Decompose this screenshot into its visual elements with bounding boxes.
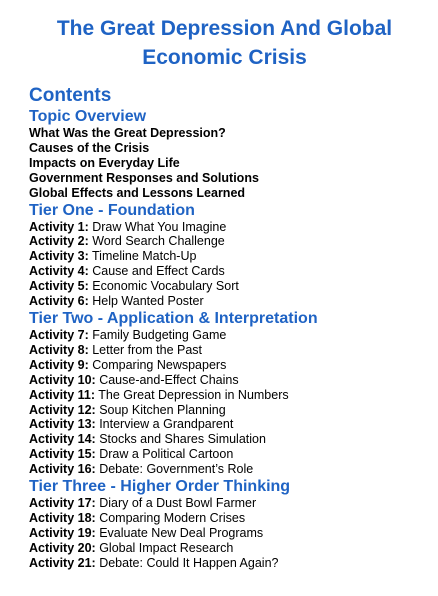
- activity-label: Activity 9:: [29, 357, 89, 372]
- overview-item: Causes of the Crisis: [29, 140, 150, 155]
- activity-title: Comparing Modern Crises: [99, 510, 246, 525]
- document-title-line-1: The Great Depression And Global: [56, 17, 393, 40]
- activity-title: Family Budgeting Game: [92, 327, 227, 342]
- activity-title: Comparing Newspapers: [92, 357, 227, 372]
- activity-title: Debate: Could It Happen Again?: [99, 555, 279, 570]
- activity-item: [29, 220, 418, 235]
- activity-label: Activity 6:: [29, 294, 89, 309]
- contents-heading: Contents: [29, 85, 112, 106]
- tier-one-section: [29, 201, 418, 309]
- activity-title: Stocks and Shares Simulation: [99, 432, 266, 447]
- activity-item: [29, 526, 418, 541]
- activity-item: [29, 328, 418, 343]
- document-title: [29, 14, 418, 72]
- activity-label: Activity 11:: [29, 387, 96, 402]
- activity-label: Activity 16:: [29, 462, 96, 477]
- activity-label: Activity 7:: [29, 327, 89, 342]
- activity-title: Debate: Government’s Role: [99, 462, 254, 477]
- activity-label: Activity 20:: [29, 540, 96, 555]
- activity-item: [29, 294, 418, 309]
- tier-one-heading: Tier One - Foundation: [29, 201, 195, 219]
- activity-label: Activity 8:: [29, 342, 89, 357]
- overview-item: Impacts on Everyday Life: [29, 155, 180, 170]
- activity-label: Activity 3:: [29, 249, 89, 264]
- activity-label: Activity 12:: [29, 402, 96, 417]
- topic-overview-list: [29, 126, 418, 201]
- activity-item: [29, 496, 418, 511]
- tier-three-activity-list: [29, 496, 418, 571]
- activity-item: [29, 417, 418, 432]
- activity-label: Activity 18:: [29, 510, 96, 525]
- activity-title: Help Wanted Poster: [92, 294, 204, 309]
- activity-item: [29, 403, 418, 418]
- activity-title: Draw a Political Cartoon: [99, 447, 234, 462]
- activity-item: [29, 388, 418, 403]
- activity-title: Diary of a Dust Bowl Farmer: [99, 496, 257, 511]
- activity-label: Activity 5:: [29, 279, 89, 294]
- activity-title: Draw What You Imagine: [92, 219, 227, 234]
- overview-item: Government Responses and Solutions: [29, 170, 259, 185]
- activity-title: The Great Depression in Numbers: [98, 387, 289, 402]
- activity-title: Evaluate New Deal Programs: [99, 525, 264, 540]
- overview-item: Global Effects and Lessons Learned: [29, 185, 246, 200]
- activity-title: Cause-and-Effect Chains: [99, 372, 239, 387]
- activity-title: Soup Kitchen Planning: [99, 402, 226, 417]
- topic-overview-heading: Topic Overview: [29, 108, 147, 125]
- tier-three-section: [29, 477, 418, 571]
- topic-overview-section: [29, 107, 418, 201]
- activity-label: Activity 19:: [29, 525, 96, 540]
- tier-two-section: [29, 309, 418, 477]
- activity-item: [29, 249, 418, 264]
- activity-item: [29, 264, 418, 279]
- activity-label: Activity 1:: [29, 219, 89, 234]
- activity-title: Cause and Effect Cards: [92, 264, 225, 279]
- activity-label: Activity 14:: [29, 432, 96, 447]
- activity-item: [29, 373, 418, 388]
- activity-title: Interview a Grandparent: [99, 417, 234, 432]
- activity-item: [29, 462, 418, 477]
- activity-item: [29, 432, 418, 447]
- activity-title: Letter from the Past: [92, 342, 203, 357]
- activity-label: Activity 15:: [29, 447, 96, 462]
- tier-three-heading: Tier Three - Higher Order Thinking: [29, 478, 291, 496]
- activity-item: [29, 343, 418, 358]
- activity-title: Word Search Challenge: [92, 234, 225, 249]
- overview-item: What Was the Great Depression?: [29, 126, 226, 140]
- tier-two-activity-list: [29, 328, 418, 477]
- activity-title: Economic Vocabulary Sort: [92, 279, 239, 294]
- activity-item: [29, 447, 418, 462]
- activity-label: Activity 4:: [29, 264, 89, 279]
- activity-title: Timeline Match-Up: [92, 249, 197, 264]
- activity-label: Activity 2:: [29, 234, 89, 249]
- activity-item: [29, 541, 418, 556]
- activity-label: Activity 10:: [29, 372, 96, 387]
- activity-item: [29, 556, 418, 571]
- activity-item: [29, 511, 418, 526]
- tier-two-heading: Tier Two - Application & Interpretation: [29, 309, 318, 327]
- activity-title: Global Impact Research: [99, 540, 234, 555]
- document-title-line-2: Economic Crisis: [142, 46, 307, 69]
- activity-label: Activity 21:: [29, 555, 96, 570]
- activity-item: [29, 234, 418, 249]
- activity-label: Activity 17:: [29, 496, 96, 511]
- activity-item: [29, 279, 418, 294]
- tier-one-activity-list: [29, 220, 418, 309]
- activity-item: [29, 358, 418, 373]
- activity-label: Activity 13:: [29, 417, 96, 432]
